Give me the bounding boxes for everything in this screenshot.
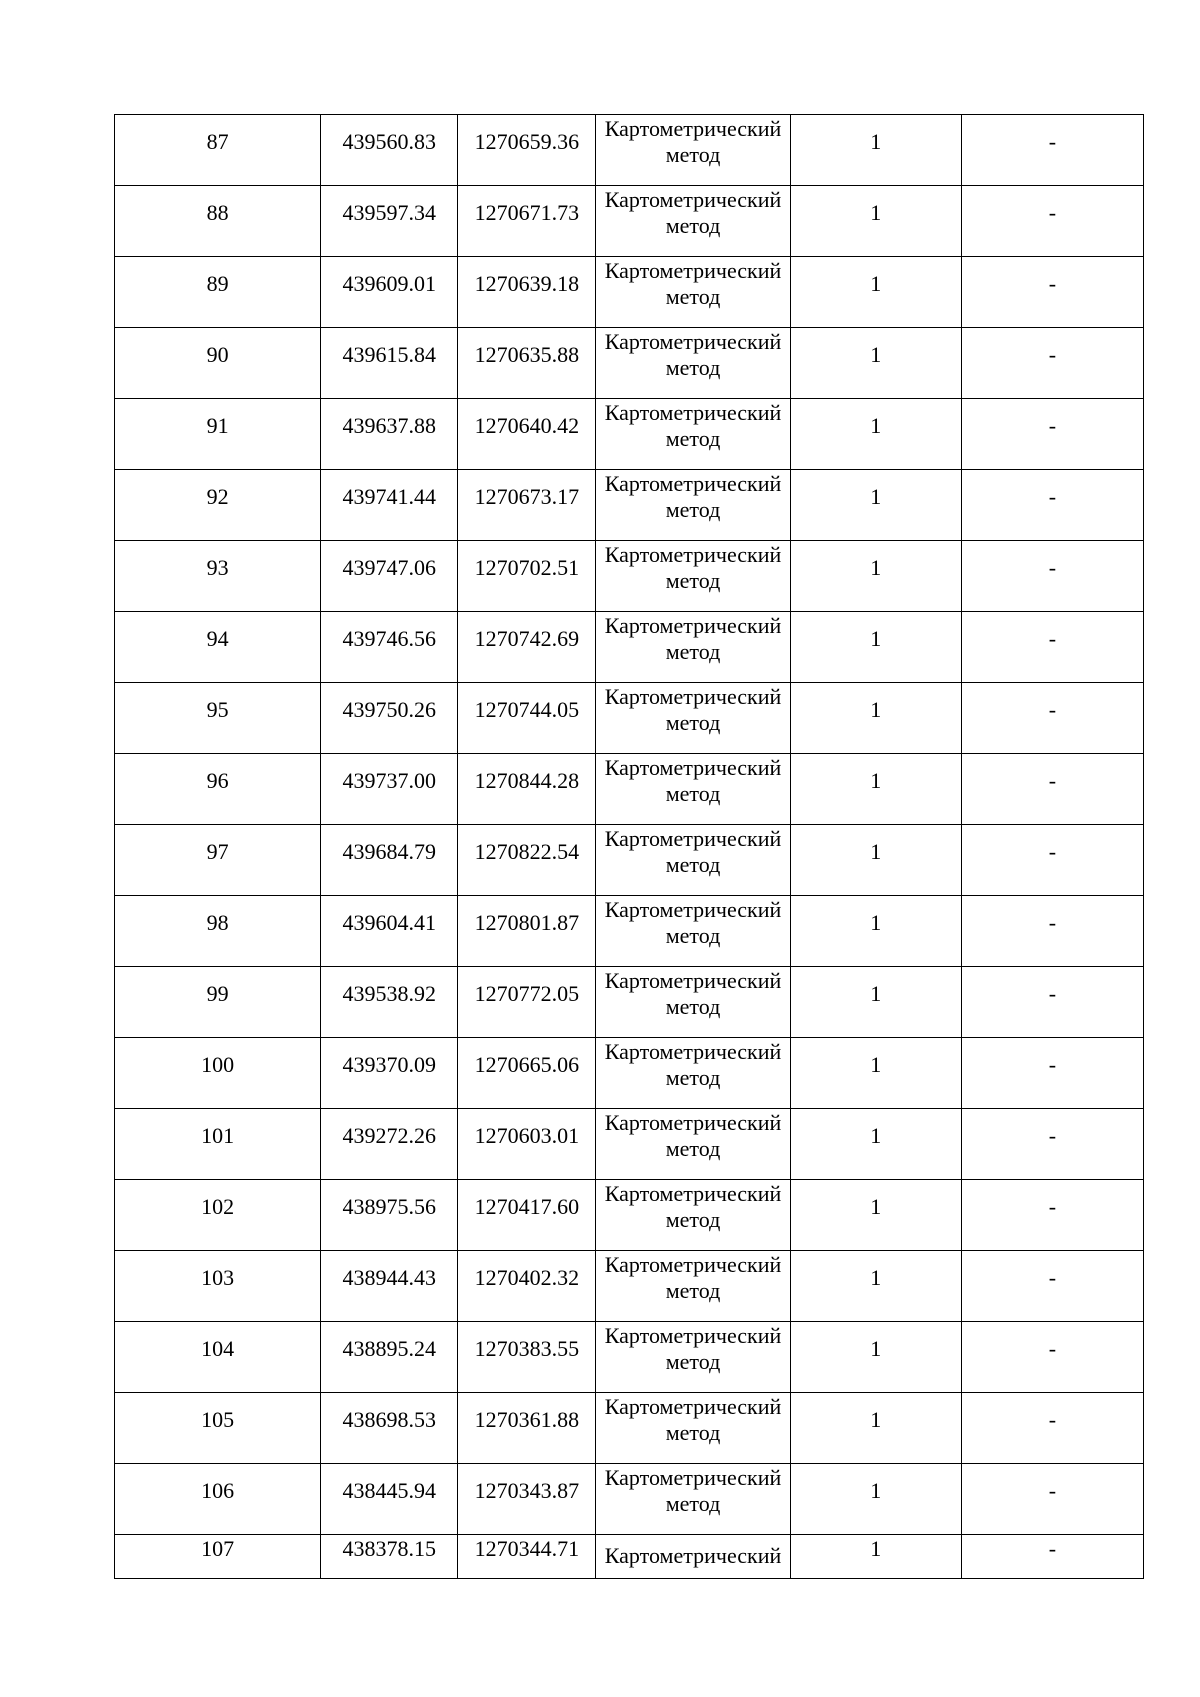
point-number-cell: 92	[115, 470, 321, 541]
method-cell: Картометрический метод	[596, 470, 790, 541]
y-coordinate-cell: 1270671.73	[458, 186, 596, 257]
y-coordinate-cell: 1270361.88	[458, 1393, 596, 1464]
description-cell: -	[961, 754, 1143, 825]
table-row	[115, 257, 1144, 328]
y-coordinate-cell: 1270640.42	[458, 399, 596, 470]
method-cell: Картометрический метод	[596, 1038, 790, 1109]
table-row	[115, 825, 1144, 896]
x-coordinate-cell: 439737.00	[321, 754, 458, 825]
table-row	[115, 186, 1144, 257]
description-cell: -	[961, 1393, 1143, 1464]
table-row	[115, 541, 1144, 612]
x-coordinate-cell: 439741.44	[321, 470, 458, 541]
x-coordinate-cell: 439684.79	[321, 825, 458, 896]
point-number-cell: 87	[115, 115, 321, 186]
x-coordinate-cell: 439615.84	[321, 328, 458, 399]
description-cell: -	[961, 328, 1143, 399]
point-number-cell: 105	[115, 1393, 321, 1464]
point-number-cell: 90	[115, 328, 321, 399]
description-cell: -	[961, 612, 1143, 683]
description-cell: -	[961, 115, 1143, 186]
error-cell: 1	[790, 967, 961, 1038]
method-cell: Картометрический метод	[596, 257, 790, 328]
description-cell: -	[961, 470, 1143, 541]
point-number-cell: 97	[115, 825, 321, 896]
error-cell: 1	[790, 1038, 961, 1109]
coordinates-table-body	[115, 115, 1144, 1579]
method-cell: Картометрический метод	[596, 541, 790, 612]
x-coordinate-cell: 439597.34	[321, 186, 458, 257]
description-cell: -	[961, 896, 1143, 967]
x-coordinate-cell: 439746.56	[321, 612, 458, 683]
y-coordinate-cell: 1270665.06	[458, 1038, 596, 1109]
error-cell: 1	[790, 470, 961, 541]
description-cell: -	[961, 967, 1143, 1038]
error-cell: 1	[790, 257, 961, 328]
point-number-cell: 94	[115, 612, 321, 683]
description-cell: -	[961, 1038, 1143, 1109]
error-cell: 1	[790, 186, 961, 257]
point-number-cell: 107	[115, 1535, 321, 1579]
x-coordinate-cell: 439750.26	[321, 683, 458, 754]
table-row	[115, 754, 1144, 825]
error-cell: 1	[790, 541, 961, 612]
table-row	[115, 1464, 1144, 1535]
description-cell: -	[961, 825, 1143, 896]
y-coordinate-cell: 1270772.05	[458, 967, 596, 1038]
table-row	[115, 115, 1144, 186]
point-number-cell: 102	[115, 1180, 321, 1251]
x-coordinate-cell: 438975.56	[321, 1180, 458, 1251]
description-cell: -	[961, 1322, 1143, 1393]
error-cell: 1	[790, 1180, 961, 1251]
description-cell: -	[961, 399, 1143, 470]
x-coordinate-cell: 438698.53	[321, 1393, 458, 1464]
table-row	[115, 328, 1144, 399]
description-cell: -	[961, 1180, 1143, 1251]
point-number-cell: 96	[115, 754, 321, 825]
y-coordinate-cell: 1270673.17	[458, 470, 596, 541]
table-row	[115, 612, 1144, 683]
y-coordinate-cell: 1270742.69	[458, 612, 596, 683]
point-number-cell: 100	[115, 1038, 321, 1109]
x-coordinate-cell: 439747.06	[321, 541, 458, 612]
error-cell: 1	[790, 1393, 961, 1464]
point-number-cell: 99	[115, 967, 321, 1038]
error-cell: 1	[790, 1535, 961, 1579]
error-cell: 1	[790, 328, 961, 399]
table-row	[115, 1535, 1144, 1579]
table-row	[115, 470, 1144, 541]
description-cell: -	[961, 257, 1143, 328]
coordinates-table	[114, 114, 1144, 1579]
point-number-cell: 89	[115, 257, 321, 328]
error-cell: 1	[790, 825, 961, 896]
table-row	[115, 1251, 1144, 1322]
description-cell: -	[961, 683, 1143, 754]
method-cell: Картометрический метод	[596, 967, 790, 1038]
y-coordinate-cell: 1270417.60	[458, 1180, 596, 1251]
method-cell: Картометрический метод	[596, 1464, 790, 1535]
x-coordinate-cell: 438895.24	[321, 1322, 458, 1393]
table-row	[115, 1393, 1144, 1464]
error-cell: 1	[790, 1464, 961, 1535]
method-cell: Картометрический метод	[596, 1322, 790, 1393]
method-cell: Картометрический метод	[596, 1109, 790, 1180]
y-coordinate-cell: 1270603.01	[458, 1109, 596, 1180]
method-cell: Картометрический метод	[596, 612, 790, 683]
point-number-cell: 98	[115, 896, 321, 967]
x-coordinate-cell: 439637.88	[321, 399, 458, 470]
x-coordinate-cell: 438944.43	[321, 1251, 458, 1322]
y-coordinate-cell: 1270744.05	[458, 683, 596, 754]
x-coordinate-cell: 439560.83	[321, 115, 458, 186]
error-cell: 1	[790, 1109, 961, 1180]
table-row	[115, 1180, 1144, 1251]
table-row	[115, 1109, 1144, 1180]
table-row	[115, 967, 1144, 1038]
y-coordinate-cell: 1270383.55	[458, 1322, 596, 1393]
y-coordinate-cell: 1270635.88	[458, 328, 596, 399]
method-cell: Картометрический метод	[596, 1251, 790, 1322]
description-cell: -	[961, 1535, 1143, 1579]
y-coordinate-cell: 1270343.87	[458, 1464, 596, 1535]
method-cell: Картометрический метод	[596, 186, 790, 257]
method-cell: Картометрический метод	[596, 115, 790, 186]
x-coordinate-cell: 439609.01	[321, 257, 458, 328]
x-coordinate-cell: 439370.09	[321, 1038, 458, 1109]
y-coordinate-cell: 1270344.71	[458, 1535, 596, 1579]
error-cell: 1	[790, 1322, 961, 1393]
x-coordinate-cell: 439604.41	[321, 896, 458, 967]
y-coordinate-cell: 1270639.18	[458, 257, 596, 328]
y-coordinate-cell: 1270702.51	[458, 541, 596, 612]
method-cell: Картометрический метод	[596, 825, 790, 896]
point-number-cell: 106	[115, 1464, 321, 1535]
method-cell: Картометрический	[596, 1535, 790, 1579]
table-row	[115, 399, 1144, 470]
error-cell: 1	[790, 1251, 961, 1322]
method-cell: Картометрический метод	[596, 1393, 790, 1464]
method-cell: Картометрический метод	[596, 683, 790, 754]
point-number-cell: 103	[115, 1251, 321, 1322]
y-coordinate-cell: 1270801.87	[458, 896, 596, 967]
point-number-cell: 93	[115, 541, 321, 612]
error-cell: 1	[790, 399, 961, 470]
point-number-cell: 95	[115, 683, 321, 754]
y-coordinate-cell: 1270659.36	[458, 115, 596, 186]
method-cell: Картометрический метод	[596, 754, 790, 825]
x-coordinate-cell: 438445.94	[321, 1464, 458, 1535]
error-cell: 1	[790, 754, 961, 825]
method-cell: Картометрический метод	[596, 399, 790, 470]
point-number-cell: 88	[115, 186, 321, 257]
error-cell: 1	[790, 683, 961, 754]
error-cell: 1	[790, 896, 961, 967]
x-coordinate-cell: 439538.92	[321, 967, 458, 1038]
y-coordinate-cell: 1270822.54	[458, 825, 596, 896]
point-number-cell: 104	[115, 1322, 321, 1393]
description-cell: -	[961, 1109, 1143, 1180]
description-cell: -	[961, 541, 1143, 612]
table-row	[115, 1322, 1144, 1393]
table-row	[115, 683, 1144, 754]
description-cell: -	[961, 1464, 1143, 1535]
x-coordinate-cell: 438378.15	[321, 1535, 458, 1579]
error-cell: 1	[790, 115, 961, 186]
method-cell: Картометрический метод	[596, 1180, 790, 1251]
point-number-cell: 101	[115, 1109, 321, 1180]
table-row	[115, 896, 1144, 967]
y-coordinate-cell: 1270844.28	[458, 754, 596, 825]
description-cell: -	[961, 1251, 1143, 1322]
description-cell: -	[961, 186, 1143, 257]
error-cell: 1	[790, 612, 961, 683]
x-coordinate-cell: 439272.26	[321, 1109, 458, 1180]
point-number-cell: 91	[115, 399, 321, 470]
y-coordinate-cell: 1270402.32	[458, 1251, 596, 1322]
table-row	[115, 1038, 1144, 1109]
method-cell: Картометрический метод	[596, 328, 790, 399]
method-cell: Картометрический метод	[596, 896, 790, 967]
